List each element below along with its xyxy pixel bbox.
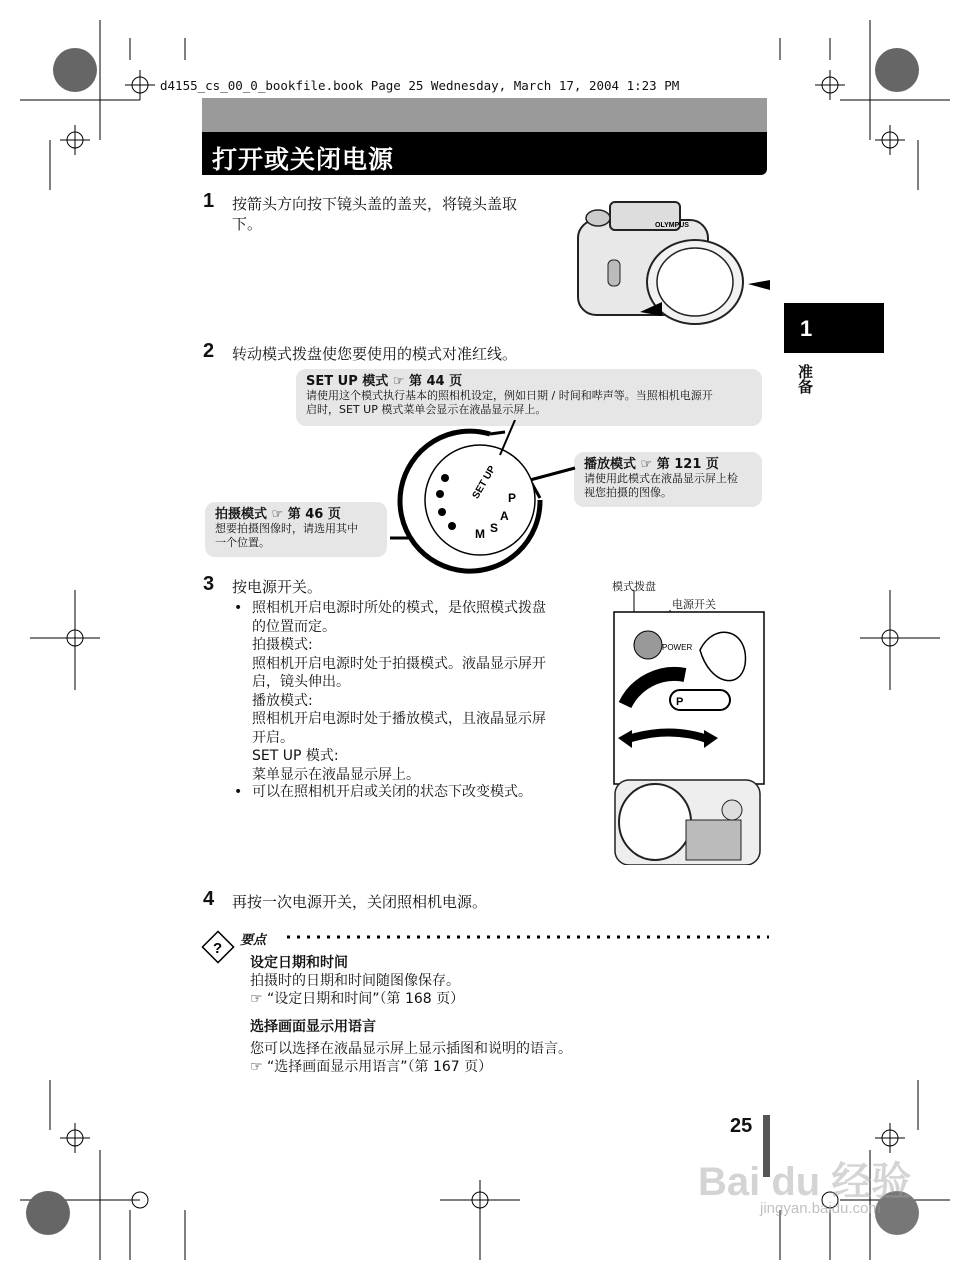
bullet-1-line: 的位置而定。 [252,618,336,635]
brand-label: OLYMPUS [655,222,689,229]
tips-heading: 要点 [240,933,267,948]
callout-playback-line1: 请使用此模式在液晶显示屏上检 [584,472,738,485]
tip-1-title: 设定日期和时间 [250,955,348,971]
callout-setup-mode [296,369,762,426]
chapter-tab [784,303,884,353]
callout-setup-line2: 启时，SET UP 模式菜单会显示在液晶显示屏上。 [306,403,547,416]
bullet-1-line: SET UP 模式: [252,748,339,764]
tip-2-title: 选择画面显示用语言 [250,1019,376,1035]
step-1-line1: 按箭头方向按下镜头盖的盖夹，将镜头盖取 [232,195,518,213]
step-3-bullet-2: 可以在照相机开启或关闭的状态下改变模式。 [252,784,532,800]
step-1-text [232,194,572,234]
registration-target-tl [53,48,97,92]
callout-shooting-mode [205,502,387,557]
step-3-number: 3 [203,573,215,595]
bullet-1-line: 照相机开启电源时处于拍摄模式。液晶显示屏开 [252,655,546,672]
bullet-1-line: 拍摄模式: [252,637,313,653]
step-4-text: 再按一次电源开关，关闭照相机电源。 [232,893,488,911]
bullet-dot-2: • [234,784,243,800]
watermark-url: jingyan.baidu.com [760,1200,881,1217]
power-label: POWER [662,643,693,652]
chapter-tab-label: 准备 [796,364,814,394]
tip-1-ref: ☞ “设定日期和时间”（第 168 页） [250,991,465,1007]
tips-list [250,952,750,1076]
step-2-number: 2 [203,340,215,362]
callout-playback-title: 播放模式 ☞ 第 121 页 [584,457,719,472]
question-icon [202,931,233,962]
step-2-text: 转动模式拨盘使您要使用的模式对准红线。 [232,345,518,363]
camera-front-illustration [570,192,780,332]
camera-top-illustration [610,590,765,865]
mode-dial-label: 模式拨盘 [612,580,656,593]
callout-shooting-line2: 一个位置。 [215,536,270,549]
page-title: 打开或关闭电源 [212,145,395,174]
step-3-bullet-1 [252,599,592,784]
step-3-text: 按电源开关。 [232,578,323,596]
callout-setup-line1: 请使用这个模式执行基本的照相机设定，例如日期 / 时间和哔声等。当照相机电源开 [306,389,713,402]
callout-playback-mode [574,452,762,507]
power-switch-label: 电源开关 [672,598,716,611]
callout-playback-line2: 视您拍摄的图像。 [584,486,672,499]
registration-target-bl [26,1191,70,1235]
callout-shooting-title: 拍摄模式 ☞ 第 46 页 [215,507,341,522]
tip-1-text: 拍摄时的日期和时间随图像保存。 [250,973,460,989]
dial-p-marker: P [676,696,684,708]
tip-2-text: 您可以选择在液晶显示屏上显示插图和说明的语言。 [250,1041,572,1057]
file-header-line: d4155_cs_00_0_bookfile.book Page 25 Wednesday, March 17, 2004 1:23 PM [160,78,680,93]
bullet-1-line: 照相机开启电源时处于播放模式，且液晶显示屏 [252,711,546,727]
bullet-1-line: 菜单显示在液晶显示屏上。 [252,766,420,783]
dial-s-label: S [490,521,499,535]
bullet-1-line: 照相机开启电源时所处的模式，是依照模式拨盘 [252,600,546,616]
chapter-tab-number: 1 [800,316,813,341]
dial-setup-label: SET UP [470,464,499,501]
dial-m-label: M [475,527,485,541]
mode-dial-illustration [380,420,580,580]
callout-setup-title: SET UP 模式 ☞ 第 44 页 [306,374,463,389]
watermark-logo: Bai du 经验 [698,1160,912,1204]
page-number: 25 [730,1115,753,1137]
step-1-number: 1 [203,190,215,212]
bullet-1-line: 播放模式: [252,692,313,709]
registration-target-tr [875,48,919,92]
svg-text:?: ? [213,940,223,957]
step-1-line2: 下。 [232,215,263,233]
callout-shooting-line1: 想要拍摄图像时，请选用其中 [215,522,358,535]
bullet-1-line: 启，镜头伸出。 [252,674,350,690]
bullet-1-line: 开启。 [252,729,294,746]
step-4-number: 4 [203,888,215,910]
tip-2-ref: ☞ “选择画面显示用语言”（第 167 页） [250,1059,493,1075]
dial-a-label: A [500,509,509,523]
bullet-dot-1: • [234,600,243,616]
dial-p-label: P [508,491,517,505]
